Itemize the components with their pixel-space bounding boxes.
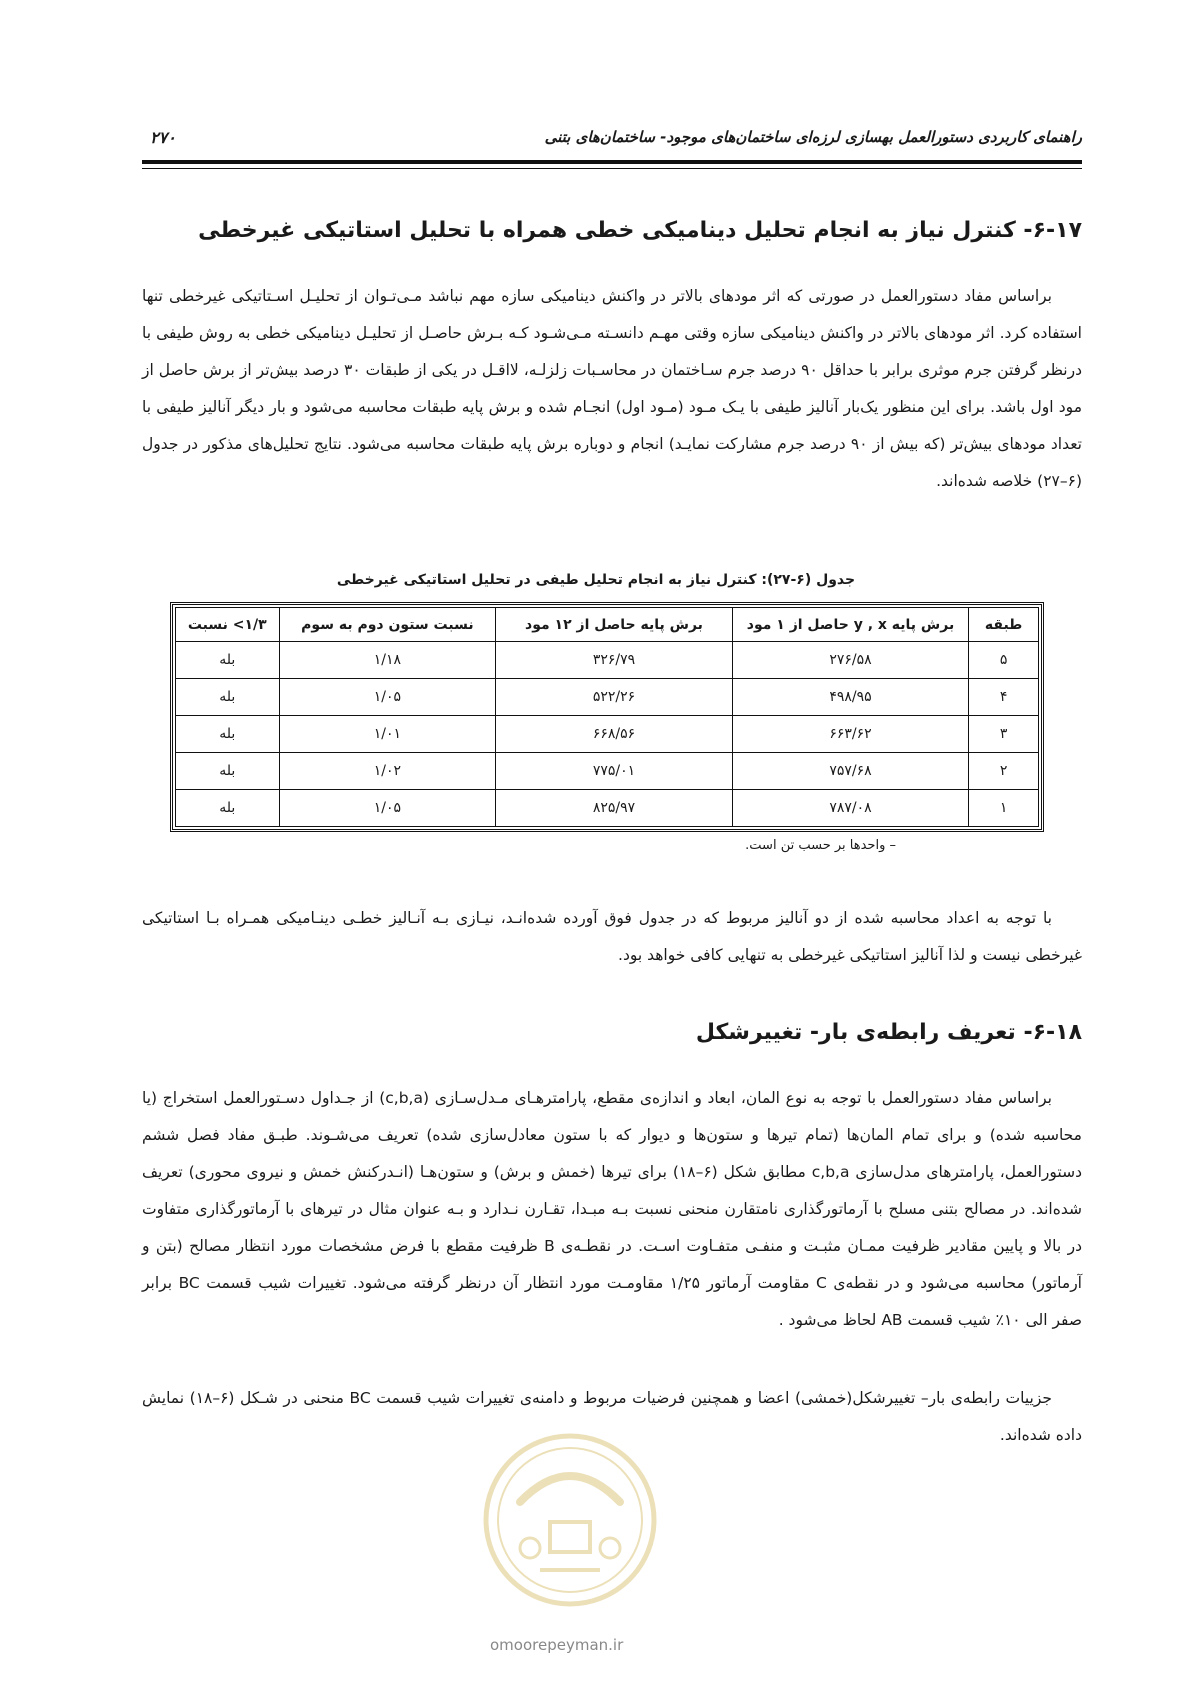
conclusion-paragraph: با توجه به اعداد محاسبه شده از دو آنالیز مربوط که در جدول فوق آورده شده‌انـد، نیـازی بـه آنـالیز خطـی دینـامیکی همـراه بـا استاتیکی غیرخطی نیست و لذا آنالیز استاتیکی غیرخطی به تنهایی کافی خواهد بود. — [142, 909, 1082, 964]
header-shear-12-mode: برش پایه حاصل از ۱۲ مود — [496, 608, 733, 642]
watermark-seal-icon — [480, 1430, 660, 1610]
cell-shear-1-mode: ۴۹۸/۹۵ — [732, 679, 969, 716]
running-title: راهنمای کاربردی دستورالعمل بهسازی لرزه‌ای ساختمان‌های موجود- ساختمان‌های بتنی — [544, 128, 1082, 146]
section-paragraph-6-17: براساس مفاد دستورالعمل در صورتی که اثر مودهای بالاتر در واکنش دینامیکی سازه مهم نباشد مـی‌تـوان از تحلیـل اسـتاتیکی غیرخطی تنها استفاده کرد. اثر مودهای بالاتر در واکنش دینامیکی سازه وقتی مهـم دانسـته مـی‌شـود کـه بـرش حاصـل از تحلیـل دینامیکی خطی به روش طیفی با درنظر گرفتن جرم موثری برابر با حداقل ۹۰ درصد جرم سـاختمان در محاسـبات زلزلـه، لااقـل در یکی از طبقات ۳۰ درصد بیش‌تر از برش حاصل از مود اول باشد. برای این منظور یک‌بار آنالیز طیفی با یـک مـود (مـود اول) انجـام شده و برش پایه طبقات محاسبه می‌شود و بار دیگر آنالیز طیفی با تعداد مودهای بیش‌تر (که بیش از ۹۰ درصد جرم مشارکت نمایـد) انجام و دوباره برش پایه طبقات محاسبه می‌شود. نتایج تحلیل‌های مذکور در جدول (۶–۲۷) خلاصه شده‌اند. — [142, 287, 1082, 490]
cell-floor: ۲ — [969, 753, 1039, 790]
cell-shear-1-mode: ۶۶۳/۶۲ — [732, 716, 969, 753]
cell-ratio: ۱/۰۱ — [279, 716, 496, 753]
cell-shear-1-mode: ۷۸۷/۰۸ — [732, 790, 969, 827]
data-table — [175, 607, 1039, 827]
cell-ratio: ۱/۰۵ — [279, 790, 496, 827]
header-floor: طبقه — [969, 608, 1039, 642]
page-header — [142, 128, 1082, 154]
table-row — [176, 679, 1039, 716]
page-number: ۲۷۰ — [150, 128, 176, 147]
header-rule-thick — [142, 160, 1082, 164]
section-heading-6-17: ۶-۱۷- کنترل نیاز به انجام تحلیل دینامیکی خطی همراه با تحلیل استاتیکی غیرخطی — [198, 218, 1082, 243]
cell-shear-1-mode: ۲۷۶/۵۸ — [732, 642, 969, 679]
header-rule-thin — [142, 168, 1082, 169]
data-table-frame — [170, 602, 1044, 832]
header-shear-1-mode: برش پایه y , x حاصل از ۱ مود — [732, 608, 969, 642]
header-ratio: نسبت ستون دوم به سوم — [279, 608, 496, 642]
table-row — [176, 790, 1039, 827]
cell-check: بله — [176, 790, 280, 827]
cell-shear-12-mode: ۶۶۸/۵۶ — [496, 716, 733, 753]
cell-ratio: ۱/۰۲ — [279, 753, 496, 790]
cell-shear-12-mode: ۵۲۲/۲۶ — [496, 679, 733, 716]
watermark-site: omoorepeyman.ir — [490, 1636, 624, 1654]
section-paragraph-6-18: براساس مفاد دستورالعمل با توجه به نوع المان، ابعاد و اندازه‌ی مقطع، پارامترهـای مـدل‌سـازی (c,b,a) از جـداول دسـتورالعمل استخراج (یا محاسبه شده) و برای تمام المان‌ها (تمام تیرها و ستون‌ها و دیوار که با ستون معادل‌سازی شده) تعریف می‌شـوند. طبـق مفاد فصل ششم دستورالعمل، پارامترهای مدل‌سازی c,b,a مطابق شکل (۶–۱۸) برای تیرها (خمش و برش) و ستون‌هـا (انـدرکنش خمش و نیروی محوری) تعریف شده‌اند. در مصالح بتنی مسلح با آرماتورگذاری نامتقارن منحنی نسبت بـه مبـدا، تقـارن نـدارد و بـه عنوان مثال در تیرهای با آرماتورگذاری متفاوت در بالا و پایین مقادیر ظرفیت ممـان مثبـت و منفـی متفـاوت اسـت. در نقطـه‌ی B ظرفیت مقطع با فرض مشخصات مورد انتظار مصالح (بتن و آرماتور) محاسبه می‌شود و در نقطه‌ی C مقاومت آرماتور ۱/۲۵ مقاومـت مورد انتظار آن درنظر گرفته می‌شود. تغییرات شیب قسمت BC برابر صفر الی ۱۰٪ شیب قسمت AB لحاظ می‌شود . — [142, 1089, 1082, 1329]
cell-shear-12-mode: ۷۷۵/۰۱ — [496, 753, 733, 790]
table-row — [176, 642, 1039, 679]
table-header-row — [176, 608, 1039, 642]
section-heading-6-18: ۶-۱۸- تعریف رابطه‌ی بار- تغییرشکل — [695, 1020, 1082, 1045]
cell-check: بله — [176, 716, 280, 753]
table-row — [176, 753, 1039, 790]
header-check: ۱/۳> نسبت — [176, 608, 280, 642]
cell-shear-1-mode: ۷۵۷/۶۸ — [732, 753, 969, 790]
section-paragraph-6-18-details: جزییات رابطه‌ی بار– تغییرشکل(خمشی) اعضا و همچنین فرضیات مربوط و دامنه‌ی تغییرات شیب قسمت BC منحنی در شـکل (۶–۱۸) نمایش داده شده‌اند. — [142, 1389, 1082, 1444]
table-row — [176, 716, 1039, 753]
cell-check: بله — [176, 753, 280, 790]
cell-floor: ۱ — [969, 790, 1039, 827]
cell-shear-12-mode: ۸۲۵/۹۷ — [496, 790, 733, 827]
cell-floor: ۳ — [969, 716, 1039, 753]
cell-floor: ۴ — [969, 679, 1039, 716]
cell-check: بله — [176, 642, 280, 679]
table-note: – واحدها بر حسب تن است. — [745, 838, 896, 853]
cell-shear-12-mode: ۳۲۶/۷۹ — [496, 642, 733, 679]
cell-floor: ۵ — [969, 642, 1039, 679]
cell-check: بله — [176, 679, 280, 716]
table-caption: جدول (۶-۲۷): کنترل نیاز به انجام تحلیل طیفی در تحلیل استاتیکی غیرخطی — [336, 572, 856, 588]
cell-ratio: ۱/۱۸ — [279, 642, 496, 679]
cell-ratio: ۱/۰۵ — [279, 679, 496, 716]
